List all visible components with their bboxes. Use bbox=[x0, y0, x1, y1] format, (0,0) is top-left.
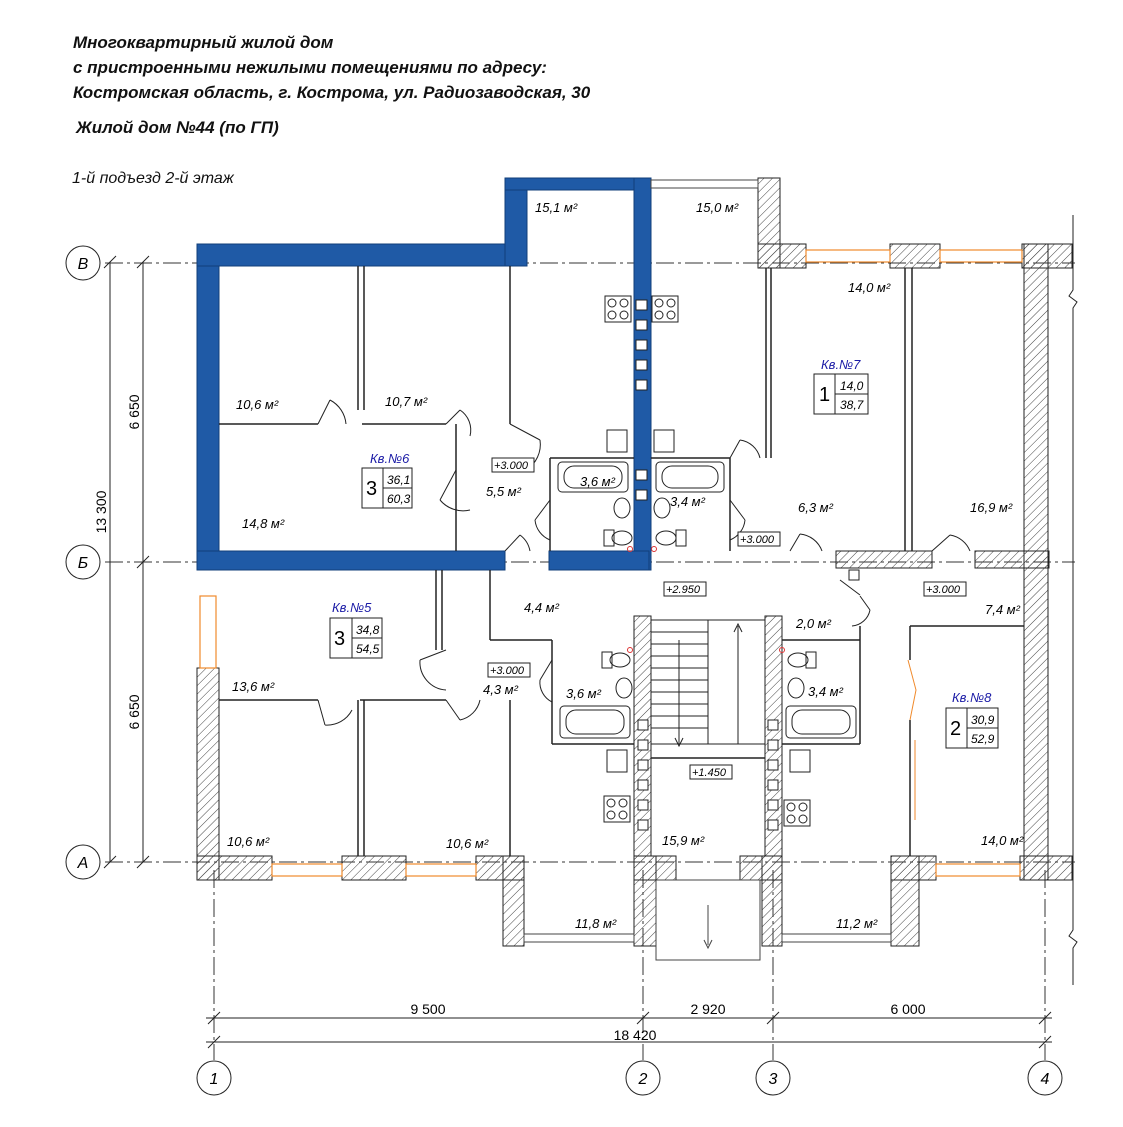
room-area: 4,4 м² bbox=[524, 600, 559, 615]
door-orange bbox=[908, 660, 916, 820]
room-area: 10,6 м² bbox=[236, 397, 279, 412]
dim-bottom-total: 18 420 bbox=[613, 1027, 657, 1043]
axis-bubble-b bbox=[66, 545, 100, 579]
dim-bottom-3: 6 000 bbox=[890, 1001, 926, 1017]
room-area: 3,6 м² bbox=[566, 686, 601, 701]
axis-lines bbox=[105, 263, 1075, 1060]
axis-label-1: 1 bbox=[209, 1071, 219, 1088]
level-mark: +2.950 bbox=[666, 584, 700, 596]
axis-label-4: 4 bbox=[1040, 1071, 1050, 1088]
room-area: 4,3 м² bbox=[483, 682, 518, 697]
room-area: 5,5 м² bbox=[486, 484, 521, 499]
apartment-total-area: 54,5 bbox=[356, 642, 380, 656]
room-area: 3,4 м² bbox=[808, 684, 843, 699]
staircase bbox=[651, 620, 765, 746]
axis-bubble-3 bbox=[756, 1061, 790, 1095]
room-area: 14,0 м² bbox=[848, 280, 891, 295]
title-line-1: Многоквартирный жилой дом bbox=[73, 33, 334, 52]
dim-left-total: 13 300 bbox=[93, 490, 109, 534]
dim-left-top: 6 650 bbox=[126, 394, 142, 430]
level-mark: +1.450 bbox=[692, 767, 726, 779]
axis-label-v: В bbox=[77, 256, 89, 273]
apartment-stamp-7 bbox=[814, 357, 868, 414]
apartment-living-area: 34,8 bbox=[356, 623, 380, 637]
room-area: 15,0 м² bbox=[696, 200, 739, 215]
apartment-rooms: 3 bbox=[334, 628, 346, 650]
room-area: 10,7 м² bbox=[385, 394, 428, 409]
apartment-rooms: 2 bbox=[950, 718, 962, 740]
room-area: 2,0 м² bbox=[796, 616, 831, 631]
axis-bubble-4 bbox=[1028, 1061, 1062, 1095]
axis-label-b: Б bbox=[77, 555, 89, 572]
apartment-rooms: 3 bbox=[366, 478, 378, 500]
apartment-total-area: 60,3 bbox=[387, 492, 411, 506]
title-line-3: Костромская область, г. Кострома, ул. Радиозаводская, 30 bbox=[73, 83, 591, 102]
floor-label: 1-й подъезд 2-й этаж bbox=[72, 170, 234, 187]
room-area: 3,6 м² bbox=[580, 474, 615, 489]
building-subtitle: Жилой дом №44 (по ГП) bbox=[76, 118, 279, 137]
apartment-living-area: 36,1 bbox=[387, 473, 411, 487]
axis-bubble-1 bbox=[197, 1061, 231, 1095]
dim-bottom-1: 9 500 bbox=[410, 1001, 446, 1017]
apartment-stamp-8 bbox=[946, 690, 998, 748]
axis-bubble-a bbox=[66, 845, 100, 879]
room-area: 14,8 м² bbox=[242, 516, 285, 531]
room-area: 14,0 м² bbox=[981, 833, 1024, 848]
dim-bottom-2: 2 920 bbox=[690, 1001, 726, 1017]
apartment-name: Кв.№7 bbox=[821, 357, 861, 372]
title-line-2: с пристроенными нежилыми помещениями по адресу: bbox=[73, 58, 547, 77]
level-mark: +3.000 bbox=[494, 460, 528, 472]
room-area: 15,1 м² bbox=[535, 200, 578, 215]
apartment-rooms: 1 bbox=[819, 384, 831, 406]
room-area: 11,2 м² bbox=[836, 916, 878, 931]
axis-label-2: 2 bbox=[638, 1071, 648, 1088]
level-mark: +3.000 bbox=[490, 665, 524, 677]
room-area: 10,6 м² bbox=[227, 834, 270, 849]
level-mark: +3.000 bbox=[926, 584, 960, 596]
room-area: 6,3 м² bbox=[798, 500, 833, 515]
axis-label-a: А bbox=[77, 855, 89, 872]
level-mark: +3.000 bbox=[740, 534, 774, 546]
apartment-name: Кв.№6 bbox=[370, 451, 410, 466]
axis-bubble-2 bbox=[626, 1061, 660, 1095]
apartment-stamp-6 bbox=[362, 451, 412, 508]
apartment-name: Кв.№8 bbox=[952, 690, 992, 705]
axis-bubble-v bbox=[66, 246, 100, 280]
room-area: 3,4 м² bbox=[670, 494, 705, 509]
apartment-name: Кв.№5 bbox=[332, 600, 372, 615]
axis-label-3: 3 bbox=[768, 1071, 778, 1088]
apartment-living-area: 30,9 bbox=[971, 713, 995, 727]
apartment-stamp-5 bbox=[330, 600, 382, 658]
room-area: 7,4 м² bbox=[985, 602, 1020, 617]
room-area: 10,6 м² bbox=[446, 836, 489, 851]
vent-shafts bbox=[636, 300, 778, 830]
room-area: 13,6 м² bbox=[232, 679, 275, 694]
room-area: 16,9 м² bbox=[970, 500, 1013, 515]
apartment-total-area: 38,7 bbox=[840, 398, 864, 412]
dim-left-bottom: 6 650 bbox=[126, 694, 142, 730]
room-area: 11,8 м² bbox=[575, 916, 617, 931]
highlighted-walls bbox=[197, 178, 651, 570]
apartment-total-area: 52,9 bbox=[971, 732, 995, 746]
apartment-living-area: 14,0 bbox=[840, 379, 864, 393]
room-area: 15,9 м² bbox=[662, 833, 705, 848]
